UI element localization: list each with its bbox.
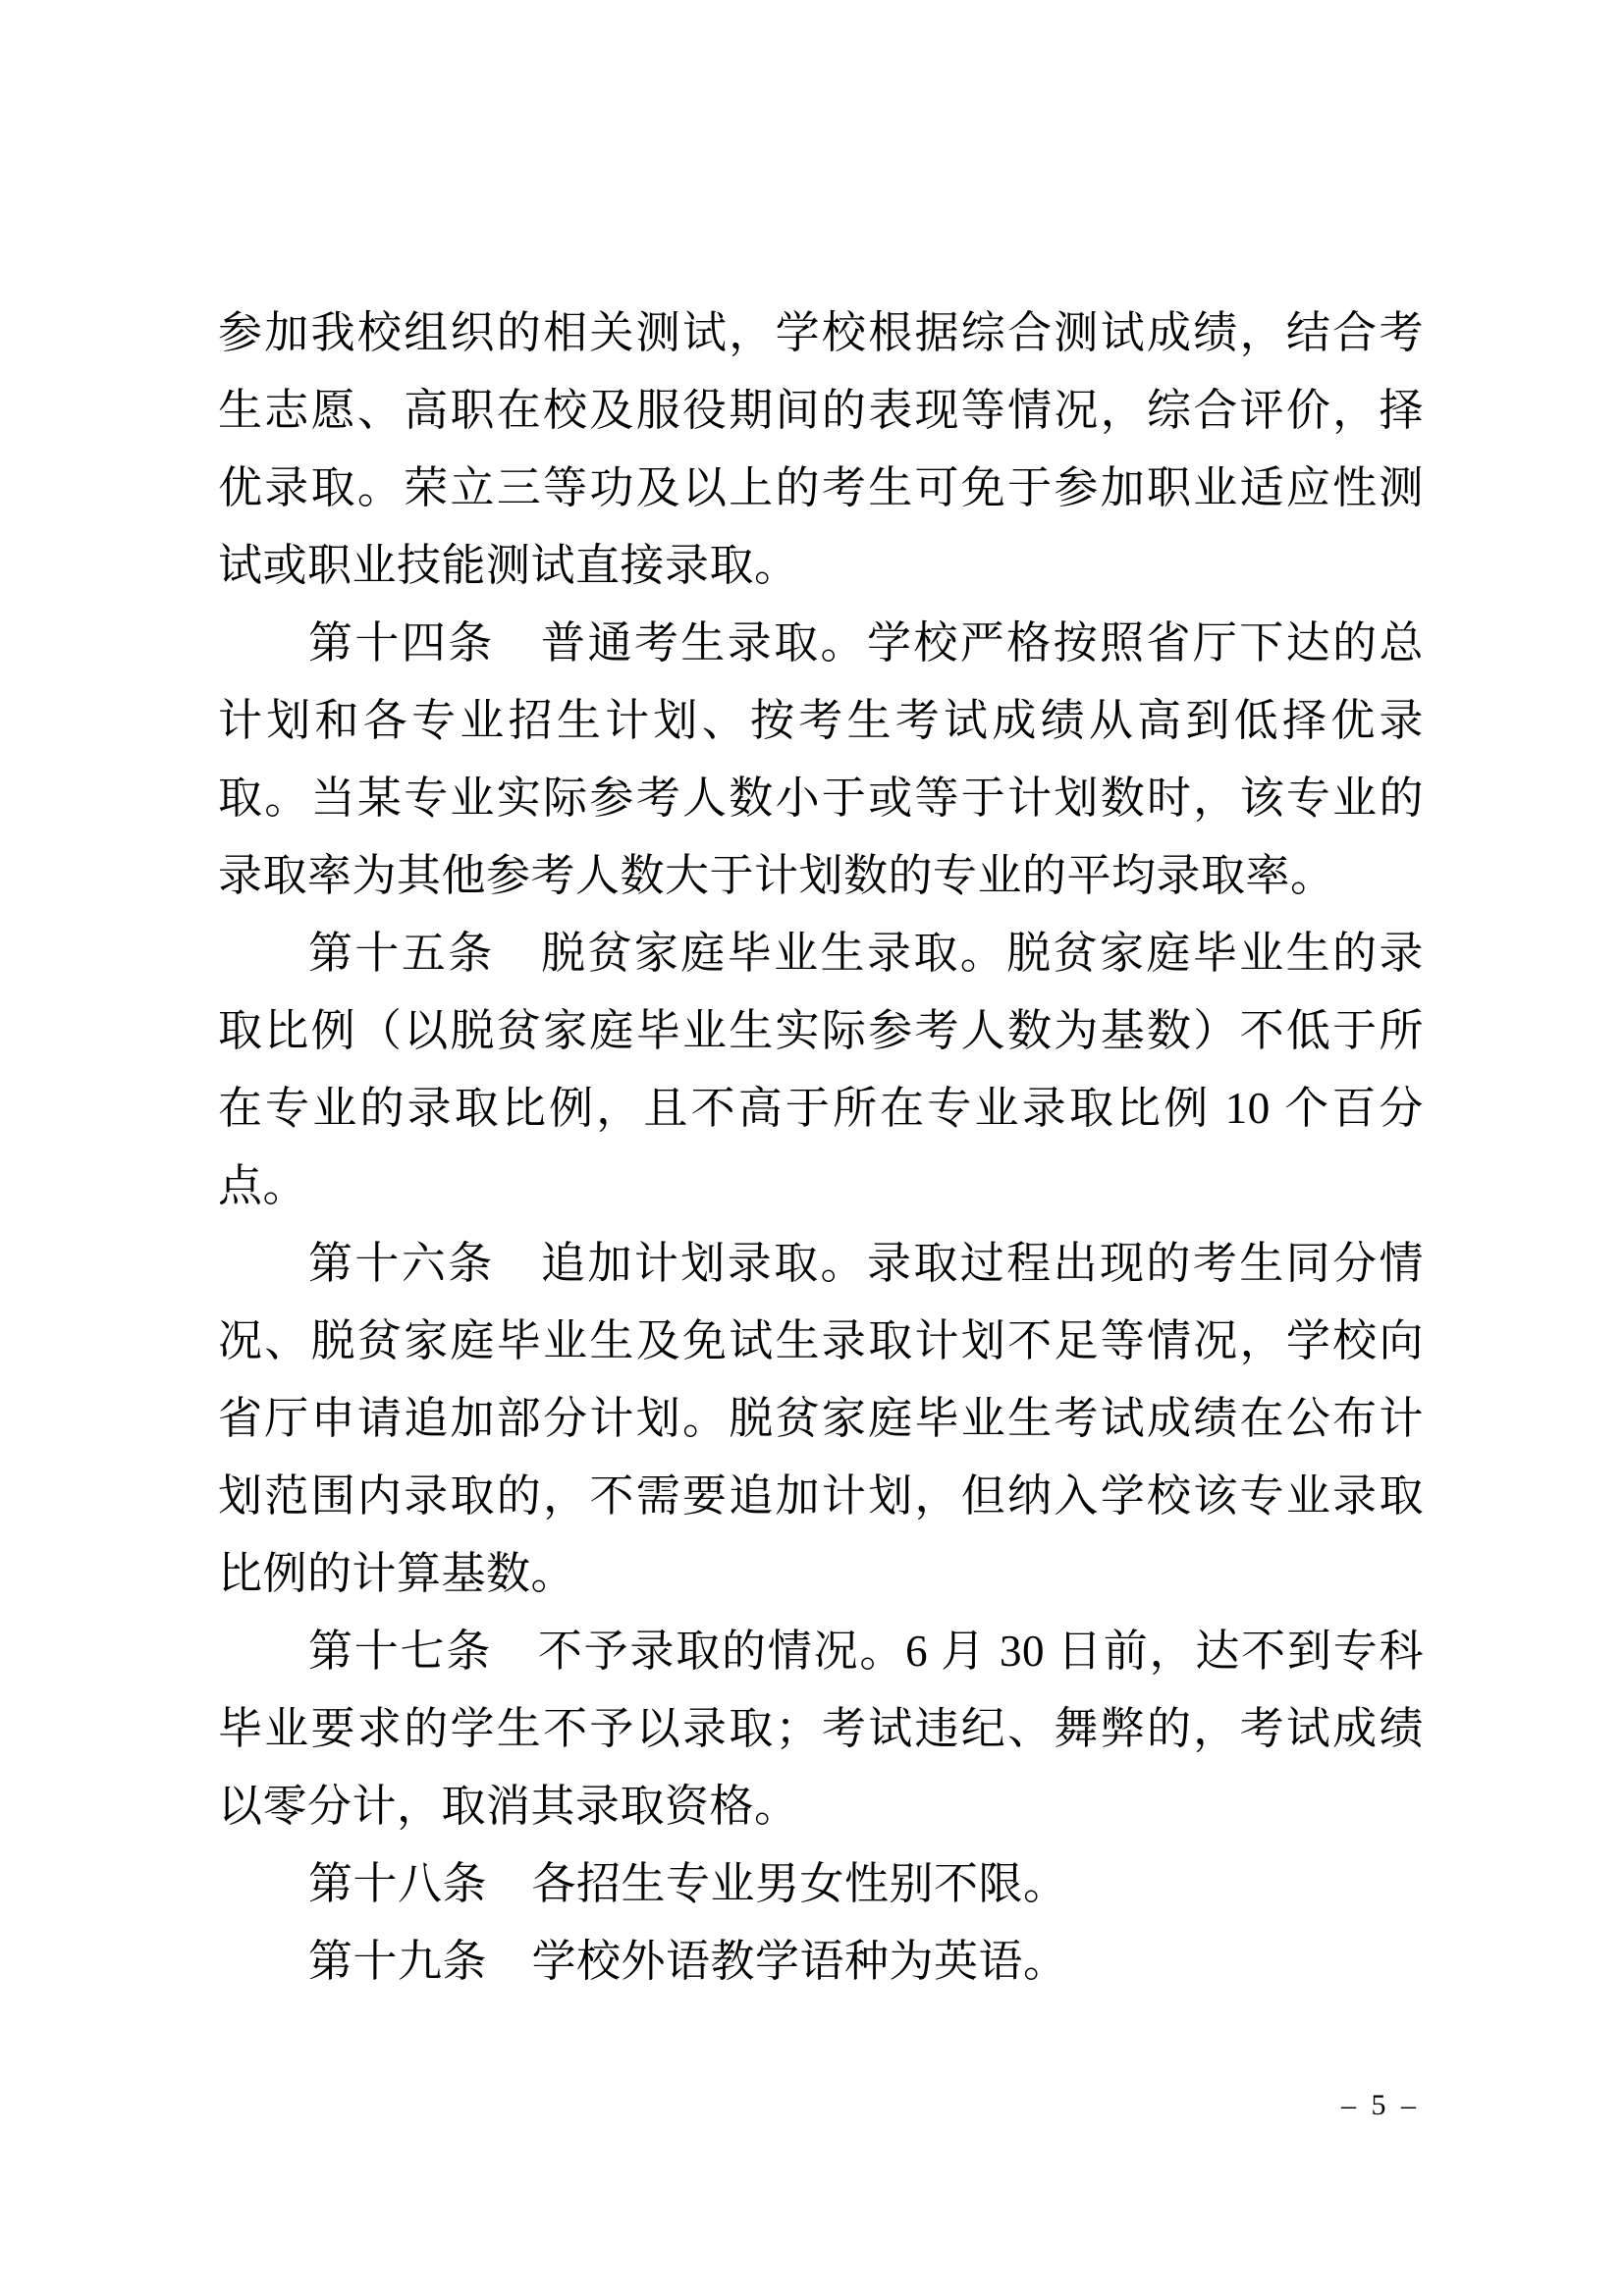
paragraph-article-19: 第十九条 学校外语教学语种为英语。 — [308, 1937, 1068, 1986]
paragraph-article-17: 第十七条 不予录取的情况。6 月 30 日前，达不到专科毕业要求的学生不予以录取；考试违纪、舞弊的，考试成绩以零分计，取消其录取资格。 — [218, 1627, 1424, 1831]
page-number: – 5 – — [1341, 2089, 1420, 2121]
document-body — [218, 294, 1424, 2001]
paragraph-article-15: 第十五条 脱贫家庭毕业生录取。脱贫家庭毕业生的录取比例（以脱贫家庭毕业生实际参考人数为基数）不低于所在专业的录取比例，且不高于所在专业录取比例 10 个百分点。 — [218, 929, 1424, 1210]
paragraph-article-16: 第十六条 追加计划录取。录取过程出现的考生同分情况、脱贫家庭毕业生及免试生录取计划不足等情况，学校向省厅申请追加部分计划。脱贫家庭毕业生考试成绩在公布计划范围内录取的，不需要追加计划，但纳入学校该专业录取比例的计算基数。 — [218, 1239, 1424, 1598]
paragraph-continuation: 参加我校组织的相关测试，学校根据综合测试成绩，结合考生志愿、高职在校及服役期间的表现等情况，综合评价，择优录取。荣立三等功及以上的考生可免于参加职业适应性测试或职业技能测试直接录取。 — [218, 308, 1424, 590]
paragraph-article-18: 第十八条 各招生专业男女性别不限。 — [308, 1859, 1068, 1908]
page-footer — [1341, 2089, 1420, 2122]
paragraph-article-14: 第十四条 普通考生录取。学校严格按照省厅下达的总计划和各专业招生计划、按考生考试成绩从高到低择优录取。当某专业实际参考人数小于或等于计划数时，该专业的录取率为其他参考人数大于计划数的专业的平均录取率。 — [218, 618, 1424, 900]
